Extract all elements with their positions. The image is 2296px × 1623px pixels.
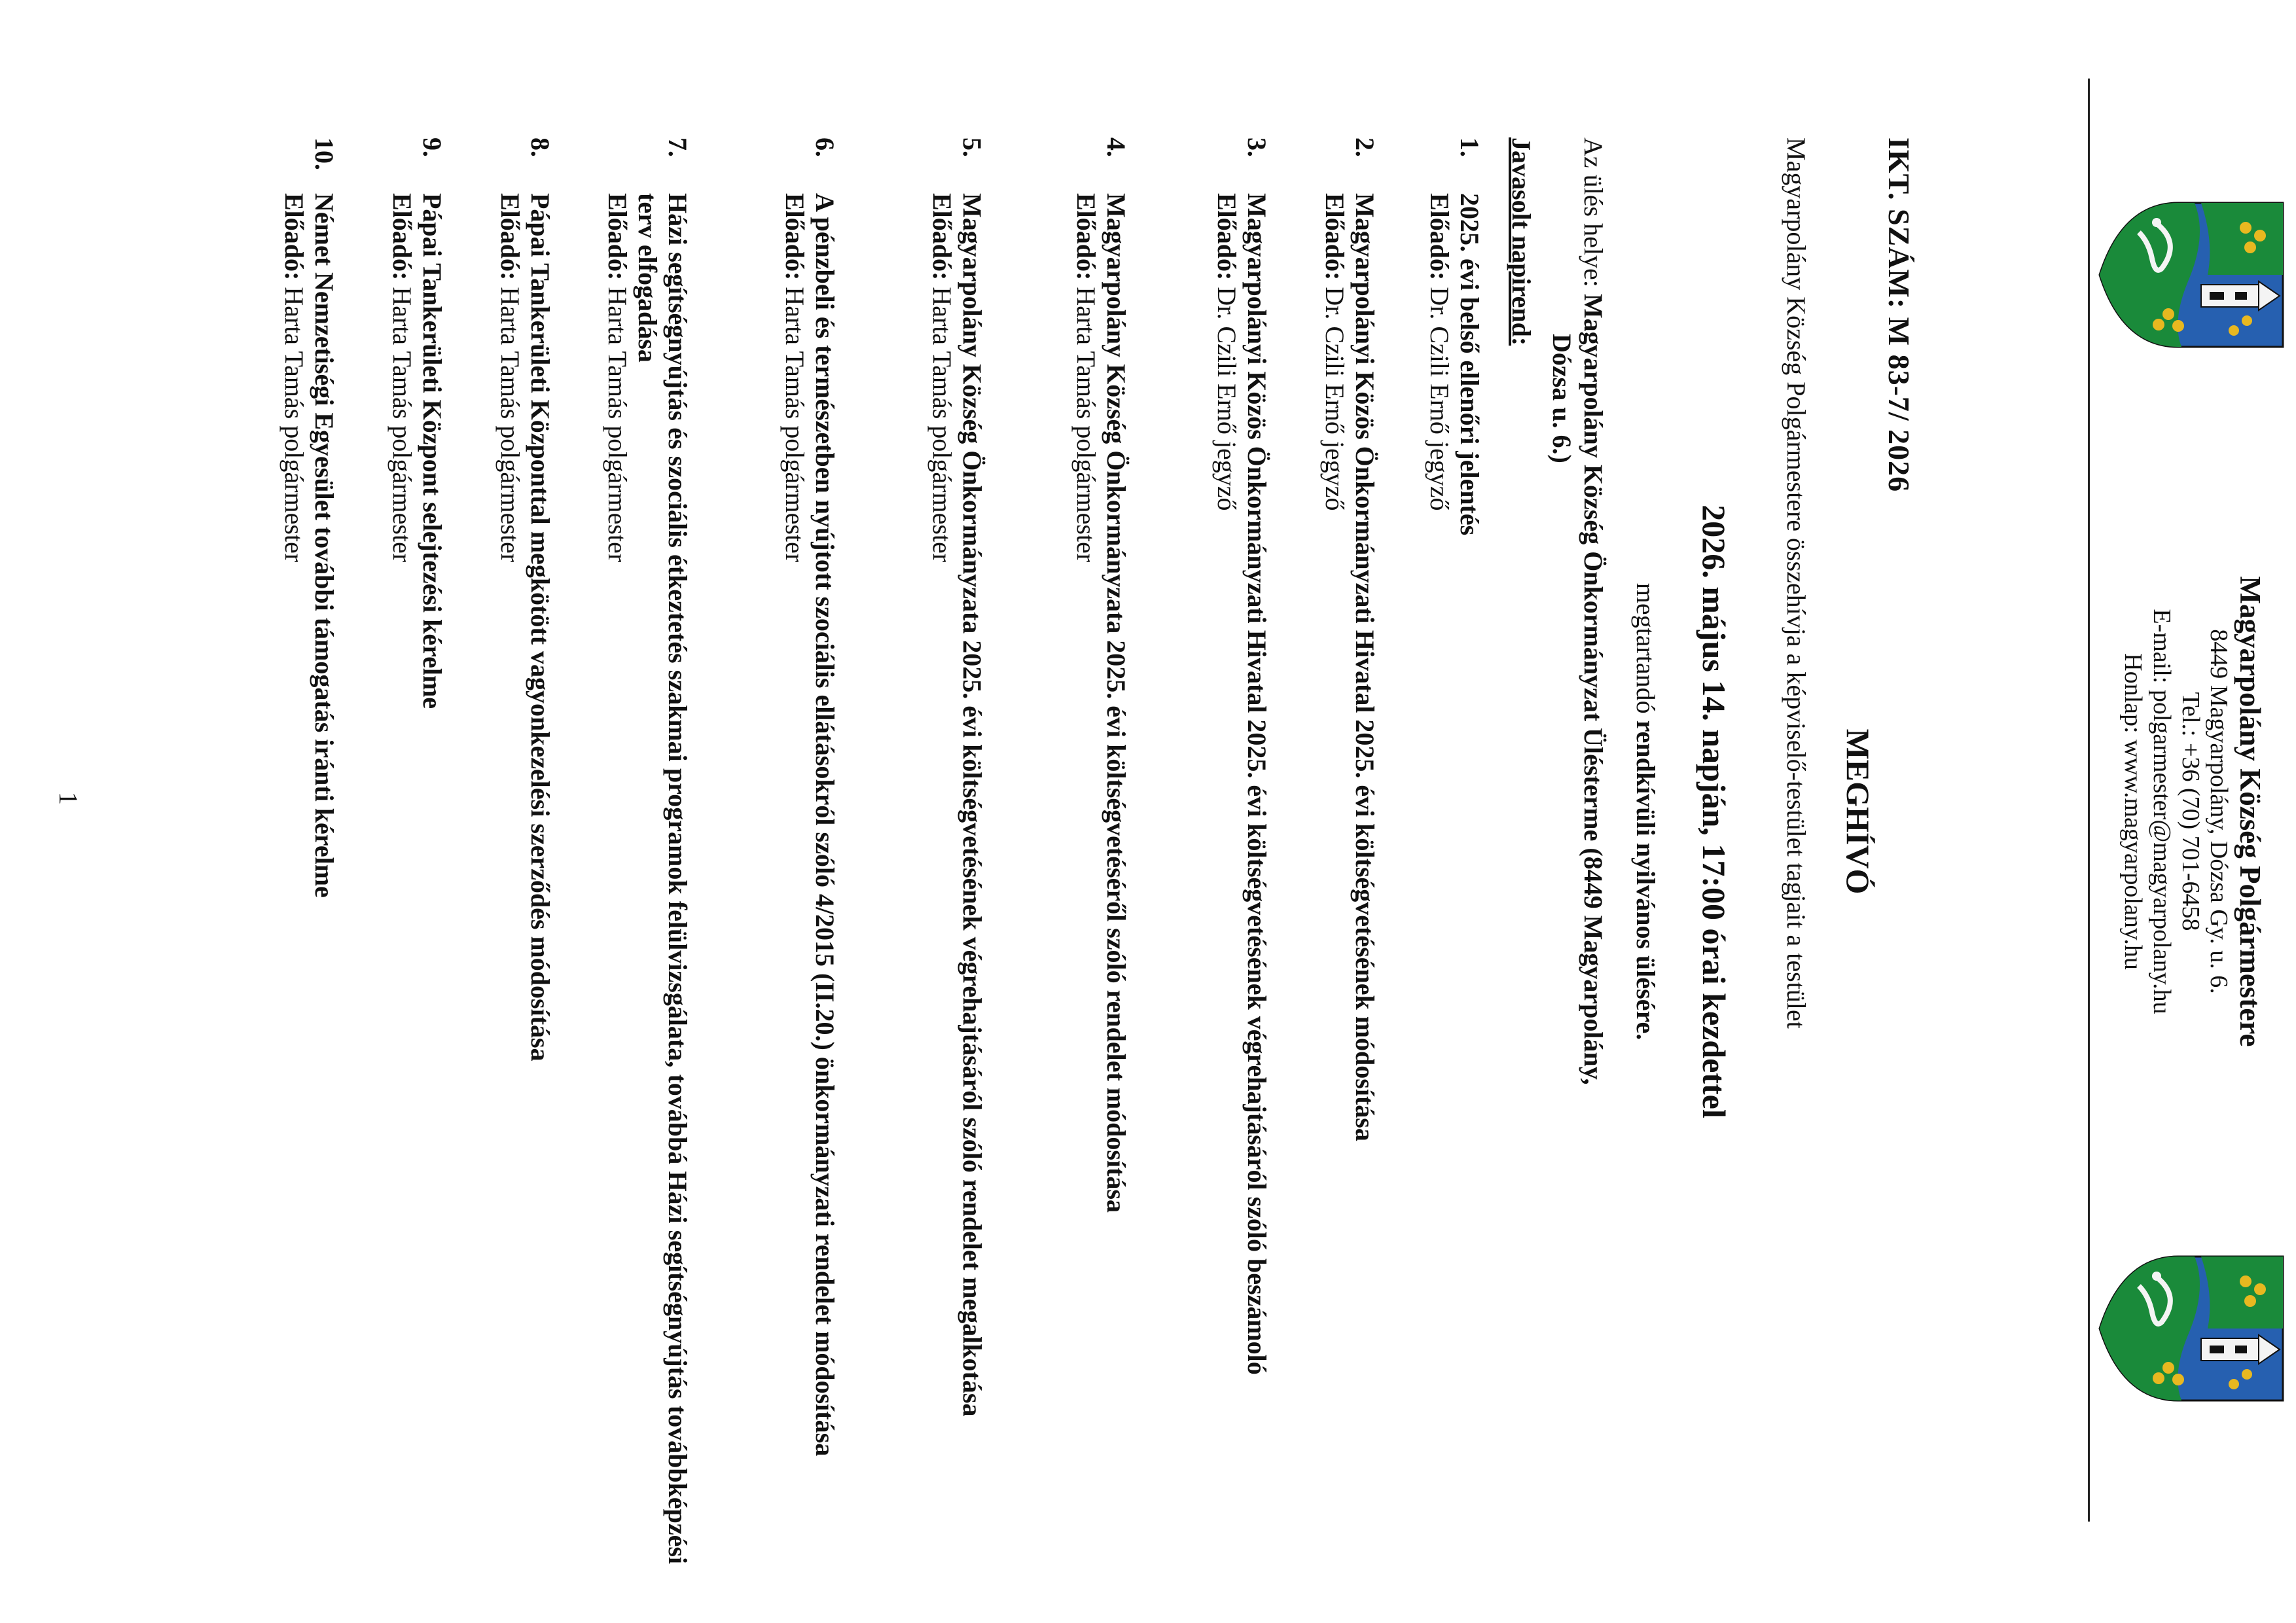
letterhead: [2119, 406, 2267, 1217]
intro-text: Magyarpolány Község Polgármestere összehívja a képviselő-testület tagjait a testület: [1782, 137, 1811, 1029]
agenda-presenter: [1424, 193, 1454, 1564]
org-address: 8449 Magyarpolány, Dózsa Gy. u. 6.: [2205, 629, 2233, 994]
agenda-title: Magyarpolányi Közös Önkormányzati Hivatal 2025. évi költségvetésének módosítása: [1350, 193, 1380, 1141]
agenda-item: [387, 137, 447, 1564]
meeting-place-line1: Magyarpolány Község Önkormányzat Ülésterme (8449 Magyarpolány,: [1579, 293, 1608, 1085]
presenter-name: Dr. Czili Ernő jegyző: [1425, 287, 1454, 511]
agenda-presenter: [387, 193, 417, 1564]
presenter-label: Előadó:: [1320, 193, 1350, 281]
agenda-number: 8.: [526, 137, 555, 157]
registration-number: IKT. SZÁM: M 83-7/ 2026: [1882, 137, 1916, 493]
agenda-number: 2.: [1350, 137, 1380, 157]
agenda-item: [780, 137, 840, 1564]
presenter-name: Harta Tamás polgármester: [927, 287, 957, 563]
page-number: 1: [54, 792, 83, 805]
agenda-item: [495, 137, 555, 1564]
agenda-number: 7.: [663, 137, 692, 157]
agenda-title: 2025. évi belső ellenőri jelentés: [1455, 193, 1484, 536]
presenter-name: Harta Tamás polgármester: [387, 287, 417, 563]
presenter-label: Előadó:: [387, 193, 417, 281]
agenda-number: 6.: [810, 137, 840, 157]
coat-of-arms-right: [2096, 1250, 2286, 1407]
org-email: E-mail: polgarmester@magyarpolany.hu: [2147, 609, 2176, 1014]
agenda-title: Pápai Tankerületi Központ selejtezési kérelme: [418, 193, 447, 709]
agenda-presenter: [1319, 193, 1350, 1564]
agenda-heading: Javasolt napirend:: [1507, 137, 1536, 346]
meeting-place-line2: Dózsa u. 6.): [1547, 334, 1577, 463]
agenda-item: [1424, 137, 1484, 1564]
agenda-item: [279, 137, 339, 1564]
meeting-type: [1630, 0, 1661, 1623]
agenda-title: Magyarpolányi Közös Önkormányzati Hivatal 2025. évi költségvetésének végrehajtásáról szóló beszámoló: [1242, 193, 1272, 1375]
presenter-label: Előadó:: [279, 193, 309, 281]
presenter-name: Harta Tamás polgármester: [603, 287, 632, 563]
meeting-type-bold: rendkívüli nyilvános ülésére.: [1631, 720, 1660, 1041]
presenter-label: Előadó:: [1425, 193, 1454, 281]
presenter-name: Harta Tamás polgármester: [495, 287, 525, 563]
presenter-name: Dr. Czili Ernő jegyző: [1212, 287, 1242, 511]
agenda-presenter: [495, 193, 525, 1564]
document-title: MEGHÍVÓ: [1840, 728, 1876, 895]
agenda-number: 1.: [1455, 137, 1484, 157]
agenda-title: Német Nemzetiségi Egyesület további támogatás iránti kérelme: [310, 193, 339, 898]
agenda-number: 10.: [310, 137, 339, 170]
org-phone: Tel.: +36 (70) 701-6458: [2176, 692, 2204, 931]
agenda-number: 5.: [958, 137, 987, 157]
agenda-item: [927, 137, 987, 1564]
presenter-name: Harta Tamás polgármester: [279, 287, 309, 563]
header-divider: [2088, 79, 2090, 1522]
agenda-item: [602, 137, 692, 1564]
presenter-label: Előadó:: [1071, 193, 1101, 281]
presenter-label: Előadó:: [495, 193, 525, 281]
agenda-item: [1211, 137, 1272, 1564]
presenter-label: Előadó:: [603, 193, 632, 281]
agenda-title: A pénzbeli és természetben nyújtott szociális ellátásokról szóló 4/2015 (II.20.) önkormányzati rendelet módosítása: [810, 193, 840, 1457]
agenda-presenter: [1071, 193, 1101, 1564]
agenda-presenter: [780, 193, 810, 1564]
agenda-presenter: [279, 193, 309, 1564]
agenda-number: 9.: [418, 137, 447, 157]
presenter-label: Előadó:: [780, 193, 810, 281]
agenda-title: Házi segítségnyújtás és szociális étkeztetés szakmai programok felülvizsgálata, továbbá Házi segítségnyújtás továbbképzési terv elfogadása: [633, 193, 692, 1564]
meeting-type-prefix: megtartandó: [1631, 582, 1660, 721]
agenda-title: Magyarpolány Község Önkormányzata 2025. évi költségvetésének végrehajtásáról szóló rendelet megalkotása: [958, 193, 987, 1417]
meeting-place: [1546, 137, 1609, 1564]
presenter-label: Előadó:: [1212, 193, 1242, 281]
agenda-item: [1319, 137, 1380, 1564]
presenter-name: Harta Tamás polgármester: [1071, 287, 1101, 563]
agenda-number: 4.: [1102, 137, 1131, 157]
agenda-title: Magyarpolány Község Önkormányzata 2025. évi költségvetéséről szóló rendelet módosítása: [1102, 193, 1131, 1213]
presenter-name: Harta Tamás polgármester: [780, 287, 810, 563]
org-website: Honlap: www.magyarpolany.hu: [2119, 653, 2147, 970]
agenda-presenter: [927, 193, 957, 1564]
agenda-presenter: [1211, 193, 1242, 1564]
agenda-number: 3.: [1242, 137, 1272, 157]
agenda-title: Pápai Tankerületi Központtal megkötött vagyonkezelési szerződés módosítása: [526, 193, 555, 1061]
agenda-presenter: [602, 193, 632, 1564]
meeting-date: 2026. május 14. napján, 17:00 órai kezdettel: [1696, 505, 1732, 1118]
coat-of-arms-left: [2096, 196, 2286, 353]
agenda-item: [1071, 137, 1131, 1564]
meeting-place-prefix: Az ülés helye:: [1579, 137, 1608, 294]
presenter-name: Dr. Czili Ernő jegyző: [1320, 287, 1350, 511]
org-name: Magyarpolány Község Polgármestere: [2234, 576, 2267, 1047]
presenter-label: Előadó:: [927, 193, 957, 281]
